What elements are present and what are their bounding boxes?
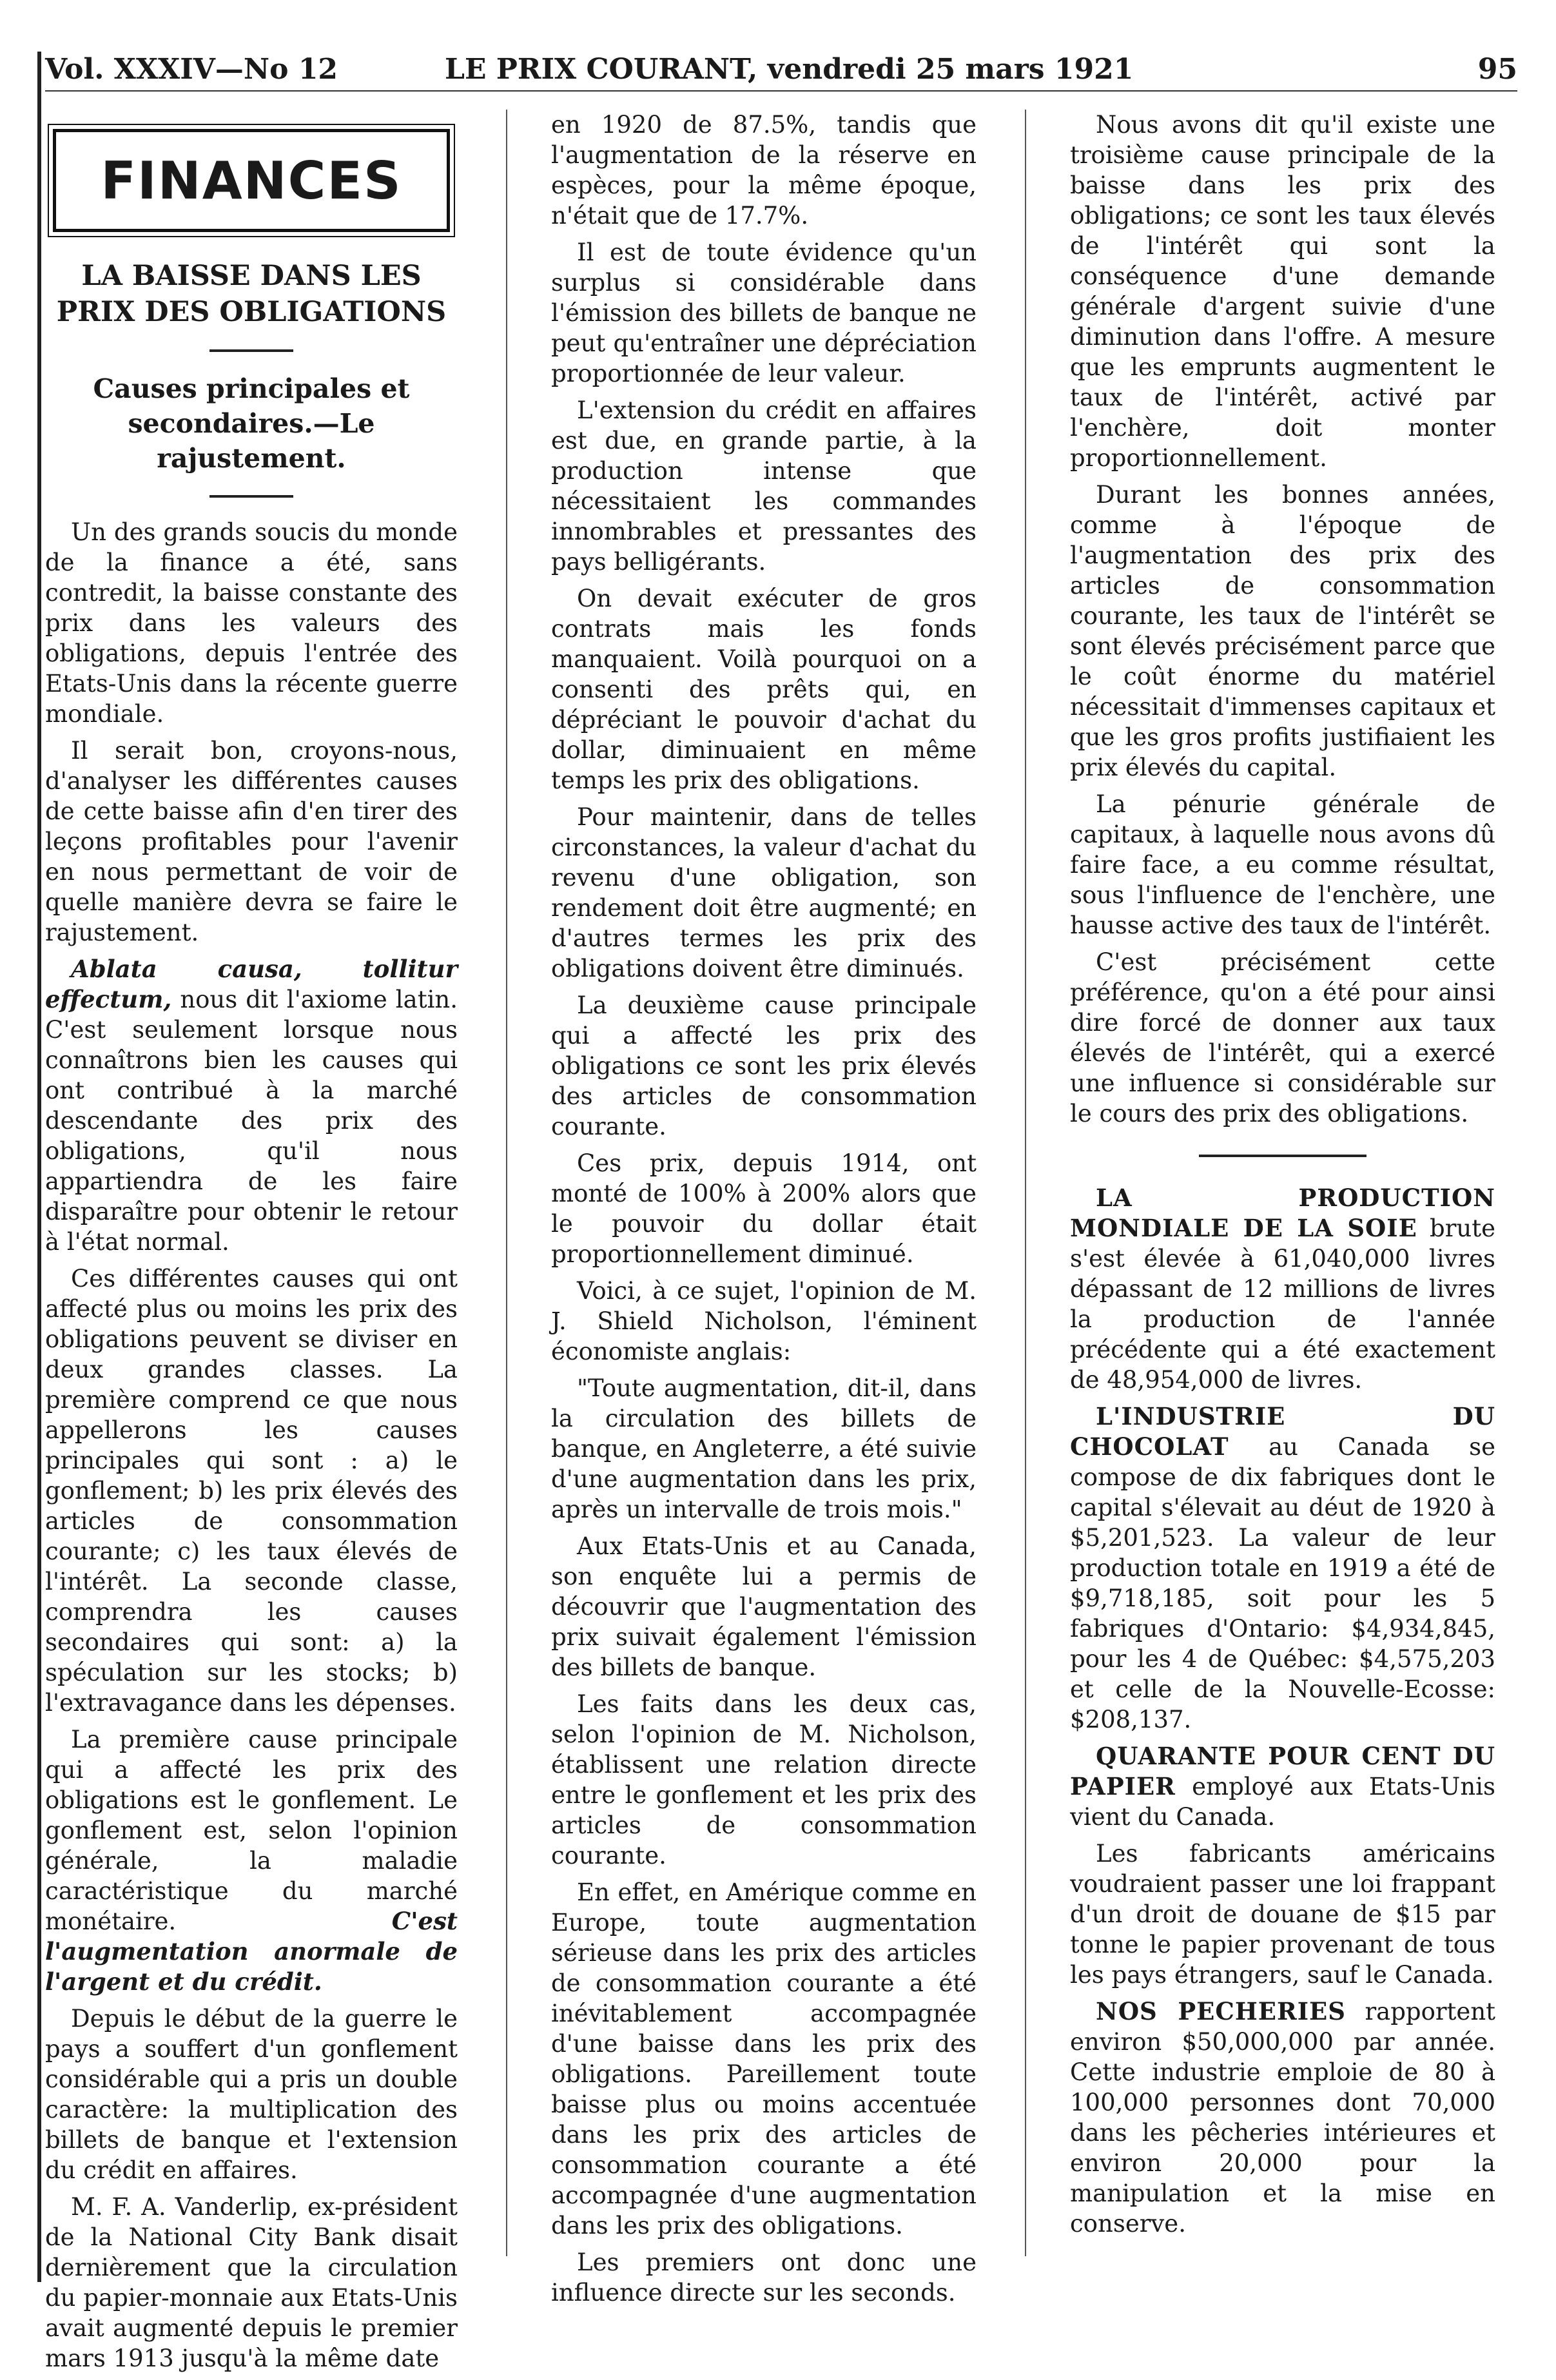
article-headline: LA BAISSE DANS LES PRIX DES OBLIGATIONS — [56, 260, 447, 328]
article-subheadline: Causes principales et secondaires.—Le rajustement. — [93, 373, 410, 474]
page-number: 95 — [1477, 53, 1517, 86]
paragraph: En effet, en Amérique comme en Europe, toute augmentation sérieuse dans les prix des articles de consommation courante a été inévitablement accompagnée d'une baisse dans les prix des obligations. Pareillement toute baisse plus ou moins accentuée dans les prix des articles de consommation courante a été accompagnée d'une augmentation dans les prix des obligations. — [551, 1878, 977, 2239]
brief-text: rapportent environ $50,000,000 par année. Cette industrie emploie de 80 à 100,000 personnes dont 70,000 dans les pêcheries intérieures et environ 20,000 pour la manipulation et la mise en conserve. — [1070, 1998, 1496, 2238]
paragraph: Il est de toute évidence qu'un surplus si considérable dans l'émission des billets de banque ne peut qu'entraîner une dépréciation proportionnée de leur valeur. — [551, 239, 977, 387]
paragraph: M. F. A. Vanderlip, ex-président de la National City Bank disait dernièrement que la circulation du papier-monnaie aux Etats-Unis avait augmenté depuis le premier mars 1913 jusqu'à la même date — [45, 2193, 458, 2372]
paragraph: Nous avons dit qu'il existe une troisième cause principale de la baisse dans les prix des obligations; ce sont les taux élevés de l'intérêt qui sont la conséquence d'une demande générale d'argent suivie d'une diminution dans l'offre. A mesure que les emprunts augmentent le taux de l'intérêt, activé par l'enchère, doit monter proportionnellement. — [1070, 111, 1495, 472]
paragraph: Les premiers ont donc une influence directe sur les seconds. — [551, 2248, 977, 2307]
brief-text: brute s'est élevée à 61,040,000 livres dépassant de 12 millions de livres la production de l'année précédente qui a été exactement de 48,954,000 de livres. — [1070, 1214, 1495, 1394]
column-1 — [45, 110, 458, 2380]
brief-lead: L'INDUSTRIE DU CHOCOLAT — [1070, 1402, 1495, 1461]
paragraph: On devait exécuter de gros contrats mais les fonds manquaient. Voilà pourquoi on a consenti des prêts qui, en dépréciant le pouvoir d'achat du dollar, diminuaient en même temps les prix des obligations. — [551, 585, 977, 794]
brief-lead: LA PRODUCTION MONDIALE DE LA SOIE — [1070, 1184, 1495, 1242]
brief-lead: NOS PECHERIES — [1096, 1997, 1346, 2025]
brief-lead: QUARANTE POUR CENT DU PAPIER — [1070, 1742, 1495, 1800]
paragraph: en 1920 de 87.5%, tandis que l'augmentation de la réserve en espèces, pour la même époque, n'était que de 17.7%. — [551, 111, 977, 229]
brief-text: employé aux Etats-Unis vient du Canada. — [1070, 1773, 1496, 1831]
paragraph-gonflement — [45, 1724, 458, 1997]
paragraph: Pour maintenir, dans de telles circonstances, la valeur d'achat du revenu d'une obligation, son rendement doit être augmenté; en d'autres termes les prix des obligations doivent être diminués. — [551, 803, 977, 982]
separator — [209, 495, 293, 498]
paragraph: L'extension du crédit en affaires est due, en grande partie, à la production intense que nécessitaient les commandes innombrables et pressantes des pays belligérants. — [551, 396, 977, 576]
separator — [1199, 1155, 1366, 1157]
quote: "Toute augmentation, dit-il, dans la circulation des billets de banque, en Angleterre, a été suivie d'une augmentation dans les prix, après un intervalle de trois mois." — [551, 1374, 977, 1523]
section-title: FINANCES — [53, 129, 450, 232]
brief-silk — [1070, 1183, 1495, 1395]
volume-number: Vol. XXXIV—No 12 — [45, 53, 338, 86]
paragraph-maxim — [45, 954, 458, 1257]
paragraph: La deuxième cause principale qui a affecté les prix des obligations ce sont les prix élevés des articles de consommation courante. — [551, 991, 977, 1140]
paragraph: Ces prix, depuis 1914, ont monté de 100% à 200% alors que le pouvoir du dollar était proportionnellement diminué. — [551, 1149, 977, 1268]
paragraph: Voici, à ce sujet, l'opinion de M. J. Shield Nicholson, l'éminent économiste anglais: — [551, 1277, 977, 1365]
separator — [209, 349, 293, 352]
paragraph: Aux Etats-Unis et au Canada, son enquête lui a permis de découvrir que l'augmentation des prix suivait également l'émission des billets de banque. — [551, 1532, 977, 1681]
column-3 — [1070, 110, 1495, 2245]
paragraph-text: La première cause principale qui a affecté les prix des obligations est le gonflement. Le gonflement est, selon l'opinion générale, la maladie caractéristique du marché monétaire. — [45, 1726, 458, 1935]
paragraph: Durant les bonnes années, comme à l'époque de l'augmentation des prix des articles de consommation courante, les taux de l'intérêt se sont élevés précisément parce que le coût énorme du matériel nécessitait d'immenses capitaux et que les gros profits justifiaient les prix élevés du capital. — [1070, 481, 1495, 781]
paragraph: Il serait bon, croyons-nous, d'analyser les différentes causes de cette baisse afin d'en tirer des leçons profitables pour l'avenir en nous permettant de voir de quelle manière devra se faire le rajustement. — [45, 737, 458, 946]
paragraph-text: nous dit l'axiome latin. C'est seulement lorsque nous connaîtrons bien les causes qui ont contribué à la marché descendante des prix des obligations, qu'il nous appartiendra de les faire disparaître pour obtenir le retour à l'état normal. — [45, 986, 458, 1256]
left-margin-rule — [37, 52, 41, 2282]
paragraph: Ces différentes causes qui ont affecté plus ou moins les prix des obligations peuvent se diviser en deux grandes classes. La première comprend ce que nous appellerons les causes principales qui sont : a) le gonflement; b) les prix élevés des articles de consommation courante; c) les taux élevés de l'intérêt. La seconde classe, comprendra les causes secondaires qui sont: a) la spéculation sur les stocks; b) l'extravagance dans les dépenses. — [45, 1265, 458, 1717]
brief-text: Les fabricants américains voudraient passer une loi frappant d'un droit de douane de $15 par tonne le papier provenant de tous les pays étrangers, sauf le Canada. — [1070, 1840, 1495, 1989]
brief-paper-law — [1070, 1839, 1495, 1990]
brief-chocolate — [1070, 1401, 1495, 1735]
paragraph: Depuis le début de la guerre le pays a souffert d'un gonflement considérable qui a pris un double caractère: la multiplication des billets de banque et l'extension du crédit en affaires. — [45, 2005, 458, 2184]
brief-fisheries — [1070, 1996, 1495, 2239]
publication-title: LE PRIX COURANT, vendredi 25 mars 1921 — [445, 53, 1134, 86]
latin-maxim: Ablata causa, tollitur effectum, — [45, 955, 458, 1013]
column-divider — [1025, 110, 1026, 2256]
running-header — [45, 52, 1517, 92]
paragraph: Un des grands soucis du monde de la finance a été, sans contredit, la baisse constante des prix dans les valeurs des obligations, depuis l'entrée des Etats-Unis dans la récente guerre mondiale. — [45, 518, 458, 728]
paragraph: Les faits dans les deux cas, selon l'opinion de M. Nicholson, établissent une relation directe entre le gonflement et les prix des articles de consommation courante. — [551, 1690, 977, 1869]
brief-text: au Canada se compose de dix fabriques dont le capital s'élevait au déut de 1920 à $5,201,523. La valeur de leur production totale en 1919 a été de $9,718,185, soit pour les 5 fabriques d'Ontario: $4,934,845, pour les 4 de Québec: $4,575,203 et celle de la Nouvelle-Ecosse: $208,137. — [1070, 1433, 1495, 1733]
column-2 — [551, 110, 977, 2314]
paragraph: La pénurie générale de capitaux, à laquelle nous avons dû faire face, a eu comme résultat, sous l'influence de l'enchère, une hausse active des taux de l'intérêt. — [1070, 790, 1495, 939]
brief-paper — [1070, 1741, 1495, 1832]
paragraph: C'est précisément cette préférence, qu'on a été pour ainsi dire forcé de donner aux taux élevés de l'intérêt, qui a exercé une influence si considérable sur le cours des prix des obligations. — [1070, 948, 1495, 1127]
italic-definition: C'est l'augmentation anormale de l'argent et du crédit. — [45, 1907, 458, 1996]
column-divider — [506, 110, 507, 2256]
